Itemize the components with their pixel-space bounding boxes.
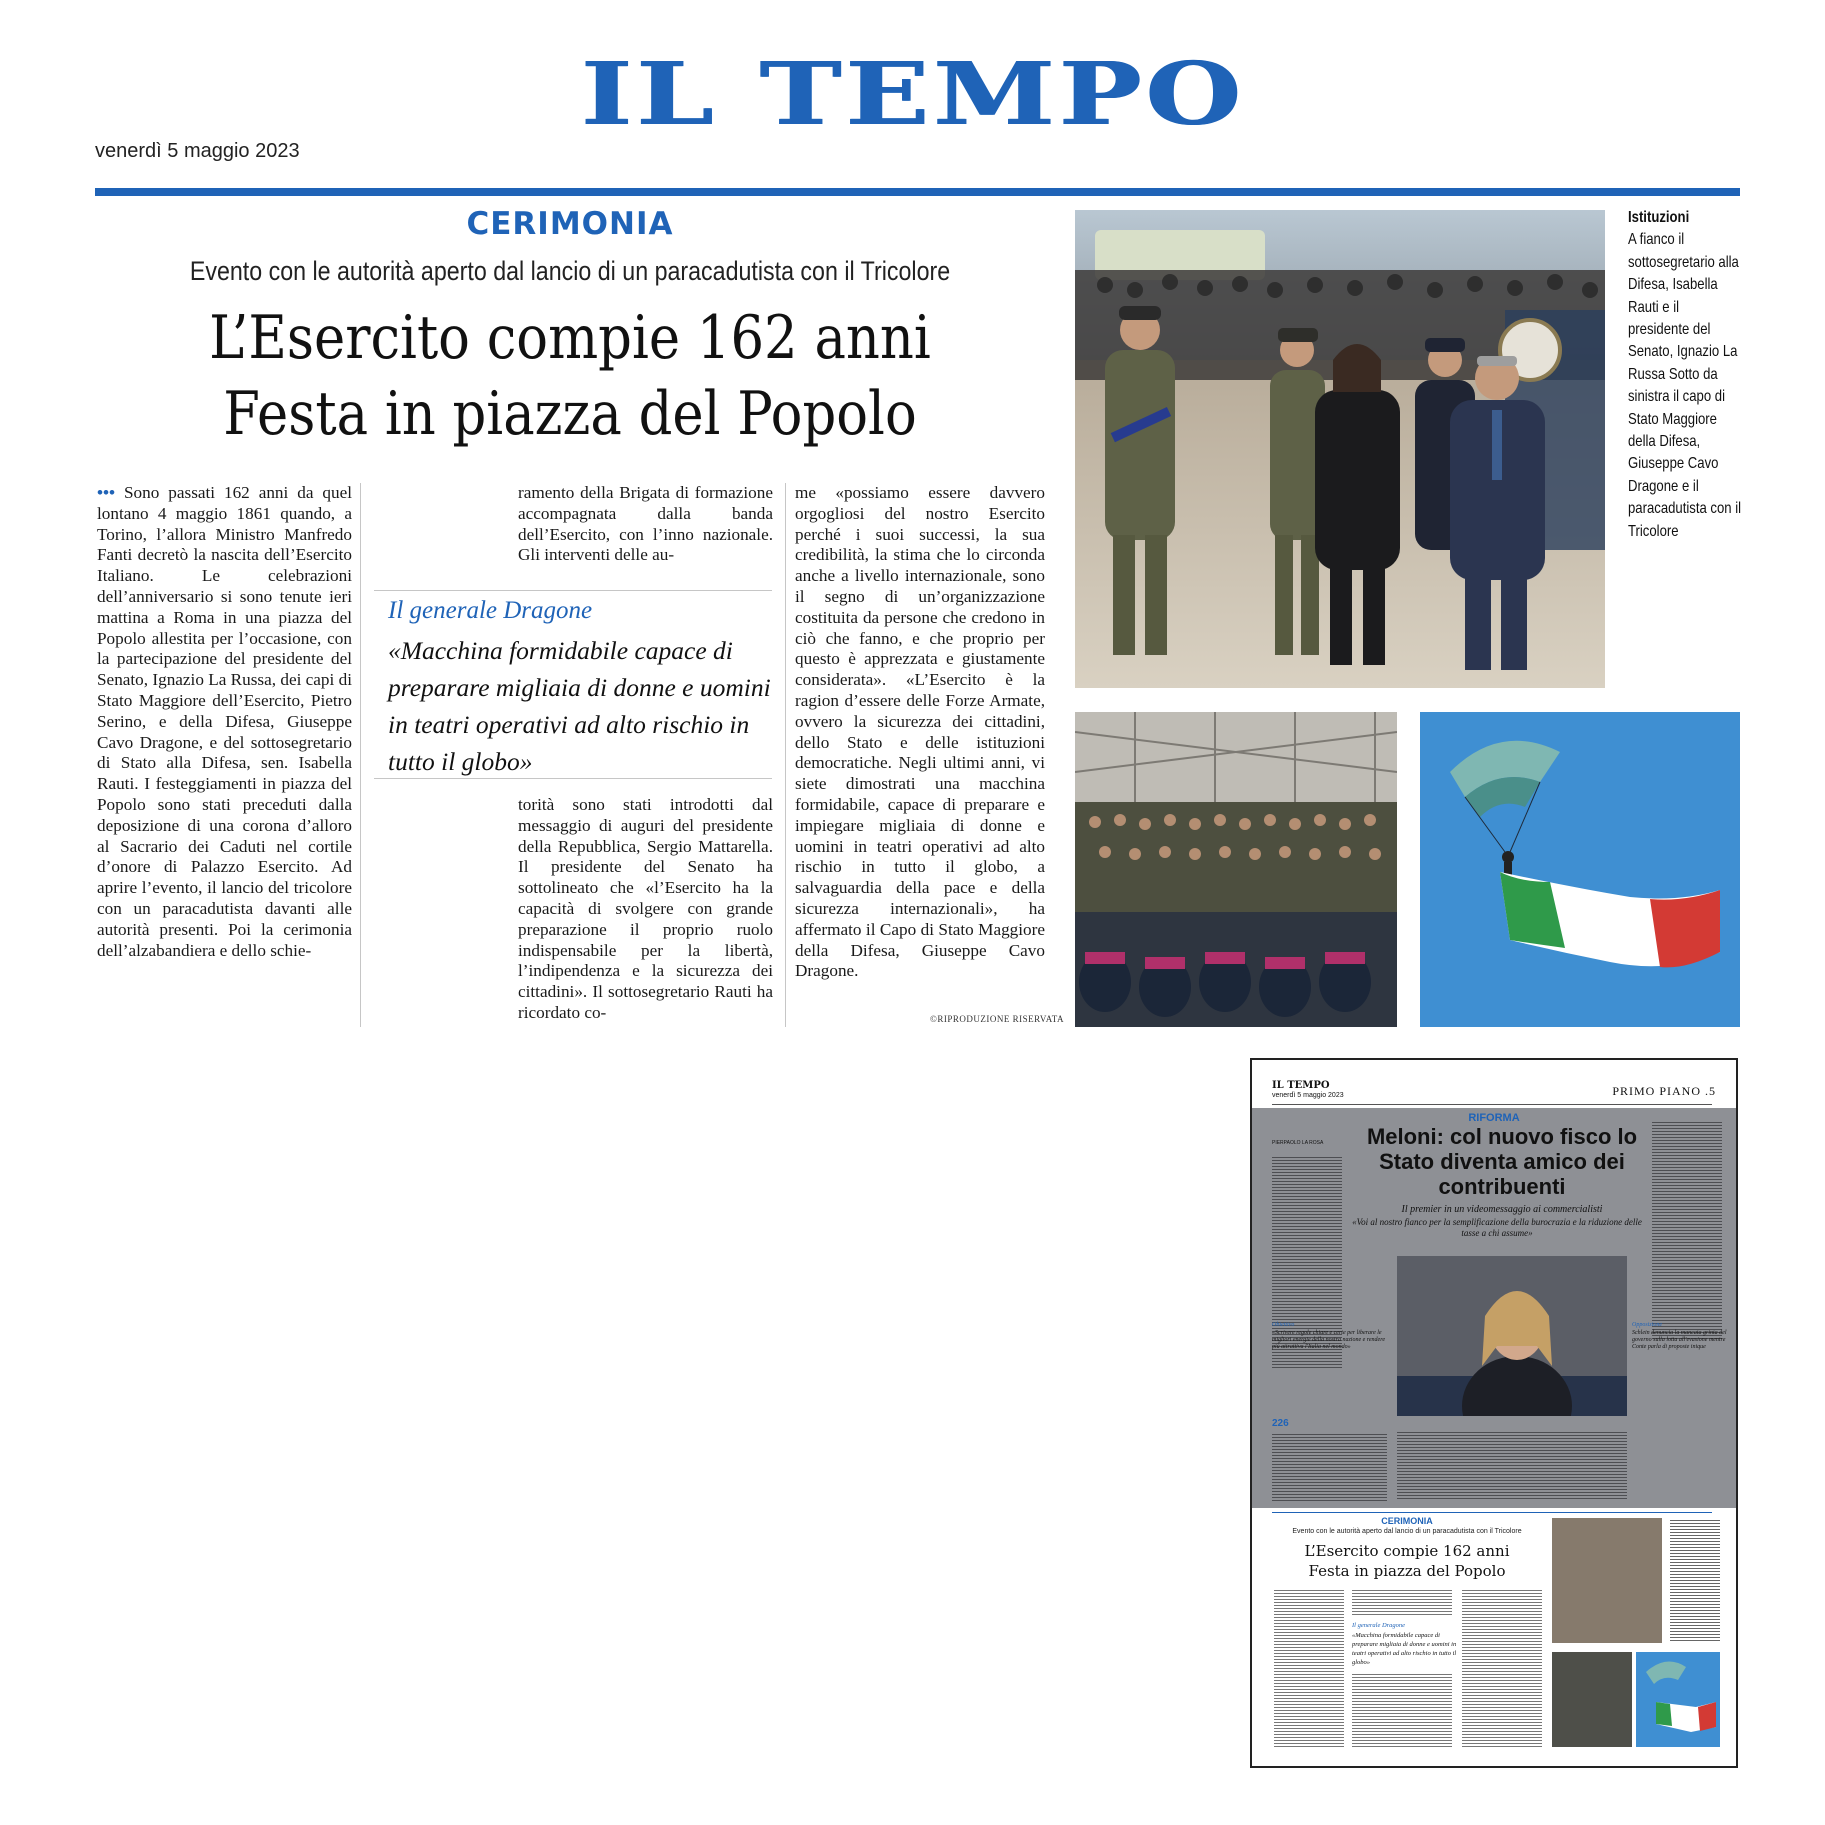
thumb-rule [1272, 1104, 1712, 1105]
thumb-author: PIERPAOLO LA ROSA [1272, 1140, 1324, 1146]
caption-text: A fianco il sottosegretario alla Difesa, Isabella Rauti e il presidente del Senato, Ignazio La Russa Sotto da sinistra il capo di Stato Maggiore della Difesa, Giuseppe Cavo Dragone e il paracadutista con il Tricolore [1628, 231, 1742, 540]
page-thumbnail [1250, 1058, 1738, 1768]
thumb-photo-flag [1636, 1652, 1720, 1747]
body-column-1 [97, 483, 352, 961]
thumb-caption-block [1670, 1518, 1720, 1643]
thumb-box1-text: «Scrivere regole chiare e certe per liberare le migliori energie della nostra nazione e rendere più attrattiva l'Italia nel mondo» [1272, 1330, 1385, 1350]
copyright-notice: ©RIPRODUZIONE RISERVATA [930, 1014, 1064, 1024]
pullquote-rule-top [374, 590, 772, 591]
thumb-sub1: Il premier in un videomessaggio ai commercialisti [1401, 1204, 1603, 1215]
thumb-masthead: IL TEMPO [1272, 1080, 1330, 1091]
thumb-sub2: «Voi al nostro fianco per la semplificazione della burocrazia e la riduzione delle tasse a chi assume» [1352, 1217, 1642, 1238]
thumb-text-block [1462, 1588, 1542, 1748]
issue-date: venerdì 5 maggio 2023 [95, 140, 300, 162]
thumb-box1-title: Obiettivo [1272, 1322, 1295, 1328]
caption-title: Istituzioni [1628, 209, 1690, 226]
thumb-article-pq-title: Il generale Dragone [1352, 1622, 1406, 1629]
thumb-stat: 226 [1272, 1418, 1289, 1429]
headline-line-1: L’Esercito compie 162 anni [209, 303, 931, 373]
thumb-article-hl2: Festa in piazza del Popolo [1308, 1562, 1506, 1580]
thumb-headline: Meloni: col nuovo fisco lo Stato diventa amico dei contribuenti [1366, 1124, 1638, 1199]
lead-marker: ••• [97, 483, 116, 502]
photo-officials-parade [1075, 210, 1605, 688]
thumb-text-block [1397, 1430, 1627, 1500]
thumb-kicker: RIFORMA [1468, 1112, 1520, 1124]
thumb-photo-stand [1552, 1652, 1632, 1747]
pullquote-text: «Macchina formidabile capace di preparare migliaia di donne e uomini in teatri operativi ad alto rischio in tutto il globo» [388, 636, 771, 776]
thumb-photo-officials [1552, 1518, 1662, 1643]
body-column-3: me «possiamo essere davvero orgogliosi del nostro Esercito perché i suoi successi, la sua credibilità, la stima che lo circonda anche a livello internazionale, sono il segno di un’organizzazione costituita da persone che credono in ciò che fanno, e che proprio per questo è apprezzata e giustamente considerata». «L’Esercito è la ragion d’essere delle Forze Armate, ovvero la sicurezza dei cittadini, dello Stato e delle istituzioni democratiche. Negli ultimi anni, vi siete dimostrati una macchina formidabile, capace di preparare e impiegare migliaia di donne e uomini in teatri operativi ad alto rischio in tutto il globo, a salvaguardia della pace e della sicurezza internazionali», ha affermato il Capo di Stato Maggiore della Difesa, Giuseppe Cavo Dragone. [795, 483, 1045, 981]
photo-parachutist-tricolore [1420, 712, 1740, 1027]
thumb-text-block [1272, 1432, 1387, 1502]
pullquote-title: Il generale Dragone [388, 597, 593, 624]
thumb-box2-title: Opposizione [1632, 1322, 1662, 1328]
body-column-1-text: Sono passati 162 anni da quel lontano 4 maggio 1861 quando, a Torino, l’allora Ministro Manfredo Fanti decretò la nascita dell’Esercito Italiano. Le celebrazioni dell’anniversario si sono tenute ieri mattina a Roma in una piazza del Popolo allestita per l’occasione, con la partecipazione del presidente del Senato, Ignazio La Russa, dei capi di Stato Maggiore dell’Esercito, Pietro Serino, e della Difesa, Giuseppe Cavo Dragone, e del sottosegretario di Stato alla Difesa, sen. Isabella Rauti. I festeggiamenti in piazza del Popolo sono stati preceduti dalla deposizione di una corona d’alloro al Sacrario dei Caduti nel cortile d’onore di Palazzo Esercito. Ad aprire l’evento, il lancio del tricolore con un paracadutista davanti alle autorità presenti. Poi la cerimonia dell’alzabandiera e dello schie- [97, 483, 352, 960]
thumb-article-kicker: CERIMONIA [1381, 1516, 1433, 1526]
column-divider [360, 483, 361, 1027]
thumb-text-block [1352, 1588, 1452, 1616]
thumb-section: PRIMO PIANO .5 [1612, 1084, 1716, 1098]
column-divider [785, 483, 786, 1027]
thumb-text-block [1352, 1672, 1452, 1748]
article-subtitle: Evento con le autorità aperto dal lancio di un paracadutista con il Tricolore [189, 256, 951, 286]
photo-caption [1628, 207, 1743, 543]
thumb-text-block [1652, 1120, 1722, 1340]
photo-authorities-stand [1075, 712, 1397, 1027]
body-column-2-bottom: torità sono stati introdotti dal messaggio di auguri del presidente della Repubblica, Sergio Mattarella. Il presidente del Senato ha sottolineato che «l’Esercito ha la capacità di svolgere con grande preparazione il proprio ruolo indispensabile per la libertà, l’indipendenza e la sicurezza dei cittadini». Il sottosegretario Rauti ha ricordato co- [518, 795, 773, 1022]
body-column-2-top: ramento della Brigata di formazione accompagnata dalla banda dell’Esercito, con l’inno nazionale. Gli interventi delle au- [518, 483, 773, 565]
thumb-date: venerdì 5 maggio 2023 [1272, 1092, 1344, 1099]
thumb-photo-meloni [1397, 1256, 1627, 1416]
thumb-rule [1272, 1512, 1712, 1513]
pullquote-rule-bottom [374, 778, 772, 779]
thumb-article-pq: «Macchina formidabile capace di preparare migliaia di donne e uomini in teatri operativi ad alto rischio in tutto il globo» [1352, 1632, 1457, 1666]
thumb-box2-text: Schlein denuncia la mancata grinta del governo sulla lotta all'evasione mentre Conte parla di proposte inique [1632, 1330, 1727, 1350]
thumb-article-hl1: L’Esercito compie 162 anni [1304, 1542, 1510, 1560]
masthead-logo: IL TEMPO [580, 44, 1245, 145]
header-rule [95, 188, 1740, 196]
headline-line-2: Festa in piazza del Popolo [223, 379, 917, 449]
section-kicker: CERIMONIA [466, 206, 674, 242]
thumb-text-block [1274, 1588, 1344, 1748]
thumb-article-subtitle: Evento con le autorità aperto dal lancio di un paracadutista con il Tricolore [1292, 1528, 1522, 1535]
